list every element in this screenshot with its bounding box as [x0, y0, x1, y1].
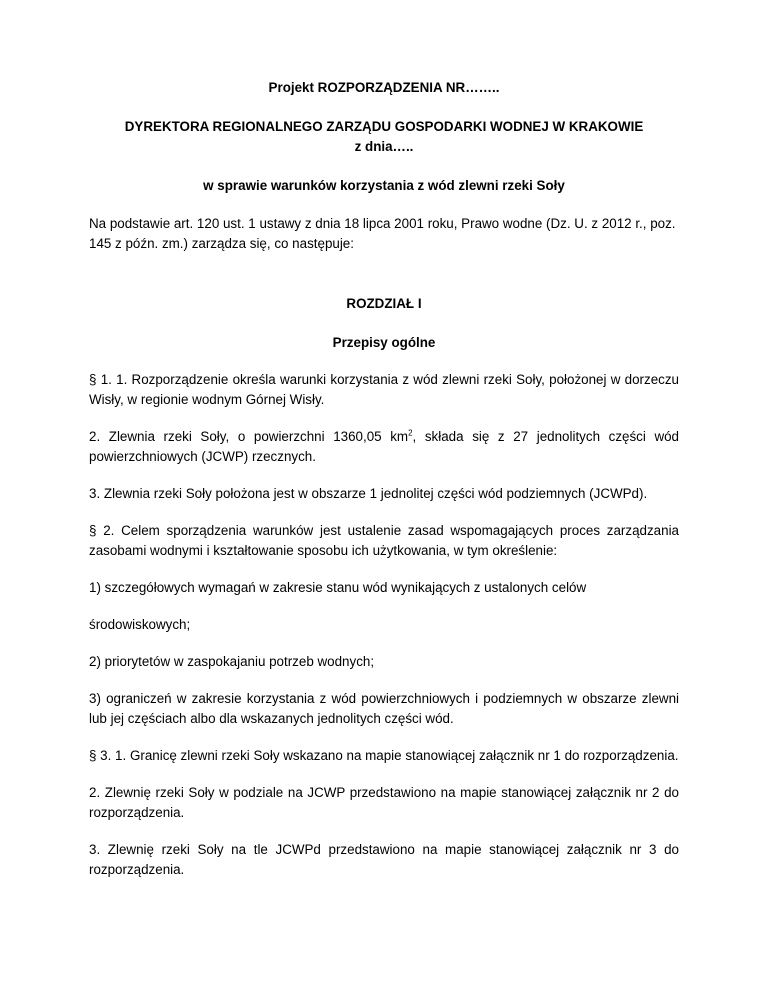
- paragraph-2-item-2: 2) priorytetów w zaspokajaniu potrzeb wodnych;: [89, 654, 375, 669]
- chapter-subheading: Przepisy ogólne: [332, 335, 436, 350]
- document-subject: w sprawie warunków korzystania z wód zlewni rzeki Soły: [203, 178, 565, 193]
- paragraph-3-3: 3. Zlewnię rzeki Soły na tle JCWPd przedstawiono na mapie stanowiącej załącznik nr 3 do rozporządzenia.: [89, 842, 679, 877]
- paragraph-2-item-3: 3) ograniczeń w zakresie korzystania z wód powierzchniowych i podziemnych w obszarze zlewni lub jej częściach albo dla wskazanych jednolitych części wód.: [89, 691, 679, 726]
- authority-name: DYREKTORA REGIONALNEGO ZARZĄDU GOSPODARKI WODNEJ W KRAKOWIE: [124, 119, 644, 134]
- paragraph-1-3: 3. Zlewnia rzeki Soły położona jest w obszarze 1 jednolitej części wód podziemnych (JCWPd).: [89, 486, 648, 501]
- paragraph-1-1: § 1. 1. Rozporządzenie określa warunki korzystania z wód zlewni rzeki Soły, położonej w dorzeczu Wisły, w regionie wodnym Górnej Wisły.: [89, 372, 679, 407]
- paragraph-2-item-1: 1) szczegółowych wymagań w zakresie stanu wód wynikających z ustalonych celów: [89, 580, 587, 595]
- document-body: [89, 78, 679, 880]
- paragraph-3-1: § 3. 1. Granicę zlewni rzeki Soły wskazano na mapie stanowiącej załącznik nr 1 do rozporządzenia.: [89, 748, 679, 763]
- paragraph-1-2-text-end: , składa się z 27 jednolitych części wód powierzchniowych (JCWP) rzecznych.: [89, 429, 680, 464]
- issuing-authority: [89, 117, 679, 157]
- paragraph-2-item-1-continued: środowiskowych;: [89, 617, 191, 632]
- document-date: z dnia…..: [354, 139, 414, 154]
- chapter-heading: ROZDZIAŁ I: [346, 296, 422, 311]
- paragraph-3-2: 2. Zlewnię rzeki Soły w podziale na JCWP przedstawiono na mapie stanowiącej załącznik nr 2 do rozporządzenia.: [89, 785, 679, 820]
- superscript-unit: 2: [408, 428, 413, 438]
- document-title: Projekt ROZPORZĄDZENIA NR……..: [268, 80, 500, 95]
- paragraph-1-2: [89, 427, 679, 467]
- paragraph-1-2-text-start: 2. Zlewnia rzeki Soły, o powierzchni 1360,05 km: [89, 429, 409, 444]
- paragraph-2-intro: § 2. Celem sporządzenia warunków jest ustalenie zasad wspomagających proces zarządzania zasobami wodnymi i kształtowanie sposobu ich użytkowania, w tym określenie:: [89, 523, 679, 558]
- legal-basis: Na podstawie art. 120 ust. 1 ustawy z dnia 18 lipca 2001 roku, Prawo wodne (Dz. U. z 2012 r., poz. 145 z późn. zm.) zarządza się, co następuje:: [89, 216, 676, 251]
